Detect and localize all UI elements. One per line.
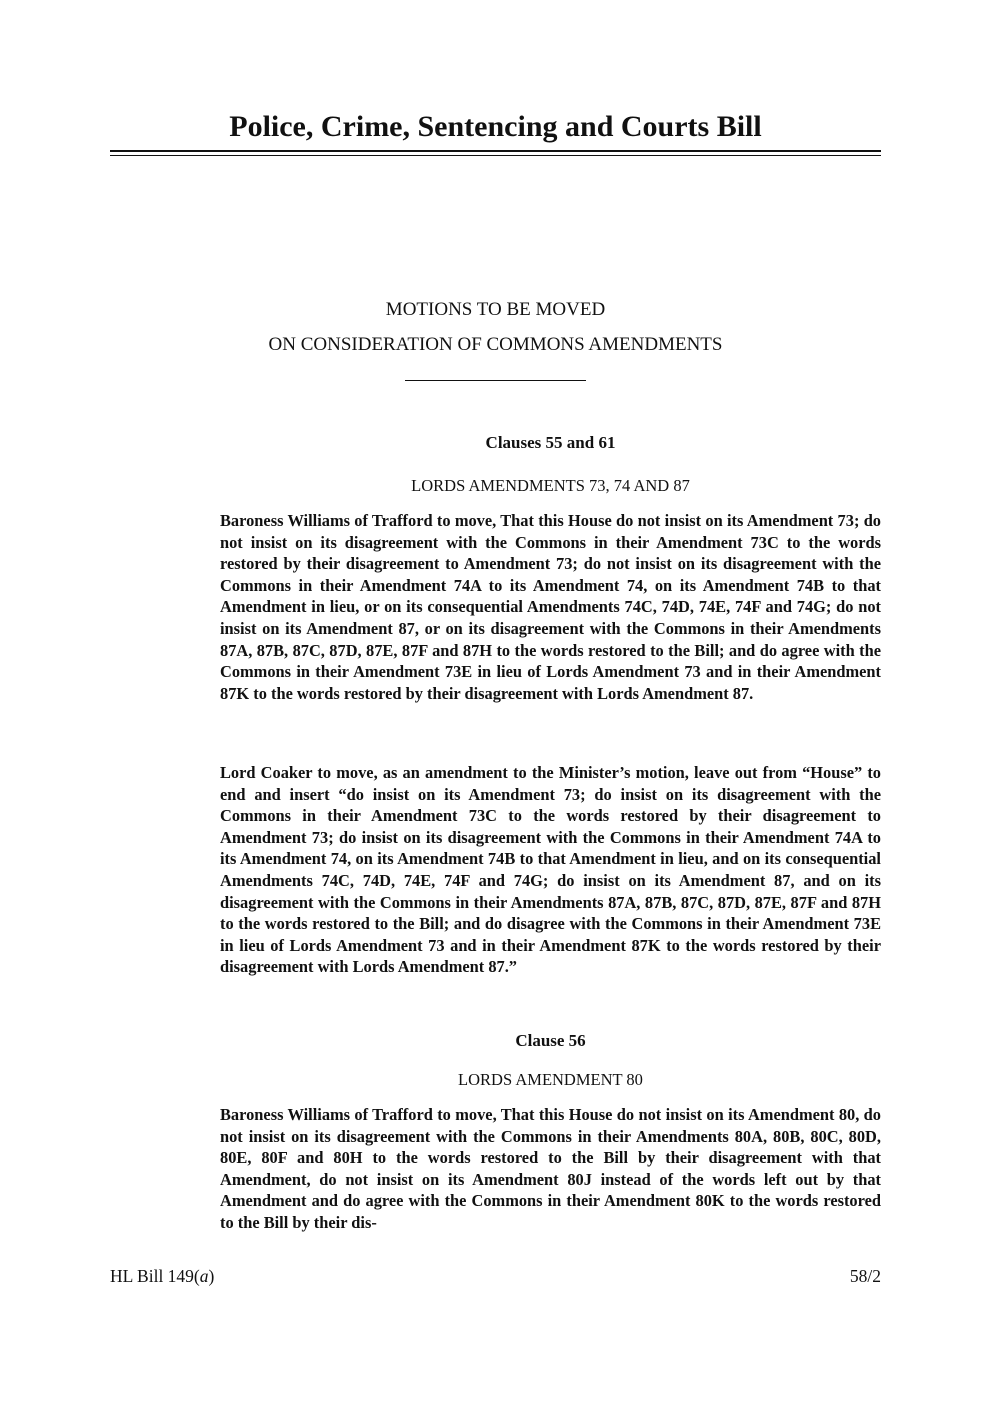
motion-paragraph: Baroness Williams of Trafford to move, That this House do not insist on its Amendment 73; do not insist on its disagreement with the Commons in their Amendment 73C to the words restored by their disagreement to Amendment 73; do not insist on its disagreement with the Commons in their Amendment 74A to its Amendment 74, on its Amendment 74B to that Amendment in lieu, or on its consequential Amendments 74C, 74D, 74E, 74F and 74G; do not insist on its Amendment 87, or on its disagreement with the Commons in their Amendments 87A, 87B, 87C, 87D, 87E, 87F and 87H to the words restored to the Bill; and do agree with the Commons in their Amendment 73E in lieu of Lords Amendment 73 and in their Amendment 87K to the words restored by their disagreement with Lords Amendment 87. — [220, 511, 881, 703]
clause-heading: Clause 56 — [515, 1031, 586, 1050]
bill-number-suffix: a — [199, 1266, 209, 1286]
motions-heading-line-2: ON CONSIDERATION OF COMMONS AMENDMENTS — [268, 334, 723, 355]
motions-heading — [0, 292, 991, 362]
page-reference: 58/2 — [849, 1266, 881, 1286]
motions-heading-line-1: MOTIONS TO BE MOVED — [385, 299, 606, 320]
heading-divider — [405, 380, 586, 381]
amendments-heading: LORDS AMENDMENT 80 — [458, 1070, 643, 1089]
bill-number — [110, 1266, 214, 1287]
motion-paragraph: Baroness Williams of Trafford to move, That this House do not insist on its Amendment 80, do not insist on its disagreement with the Commons in their Amendments 80A, 80B, 80C, 80D, 80E, 80F and 80H to the words restored to the Bill by their disagreement with that Amendment, do not insist on its Amendment 80J instead of the words left out by that Amendment and do agree with the Commons in their Amendment 80K to the words restored to the Bill by their dis- — [220, 1105, 881, 1232]
amendments-heading: LORDS AMENDMENTS 73, 74 AND 87 — [411, 476, 690, 495]
bill-number-prefix: HL Bill 149( — [110, 1266, 200, 1286]
title-rule-bottom — [110, 155, 881, 156]
bill-title: Police, Crime, Sentencing and Courts Bill — [229, 110, 762, 143]
title-rule-top — [110, 150, 881, 152]
bill-number-close: ) — [208, 1266, 215, 1286]
amendment-paragraph: Lord Coaker to move, as an amendment to the Minister’s motion, leave out from “House” to end and insert “do insist on its Amendment 73; do insist on its disagreement with the Commons in their Amendment 73C to the words restored by their disagreement to Amendment 73; do insist on its disagreement with the Commons in their Amendment 74A to its Amendment 74, on its Amendment 74B to that Amendment in lieu, and on its consequential Amendments 74C, 74D, 74E, 74F and 74G; do insist on its Amendment 87, and on its disagreement with the Commons in their Amendments 87A, 87B, 87C, 87D, 87E, 87F and 87H to the words restored to the Bill; and do disagree with the Commons in their Amendment 73E in lieu of Lords Amendment 73 and in their Amendment 87K to the words restored by their disagreement with Lords Amendment 87.” — [220, 763, 881, 977]
clause-heading: Clauses 55 and 61 — [485, 433, 616, 452]
